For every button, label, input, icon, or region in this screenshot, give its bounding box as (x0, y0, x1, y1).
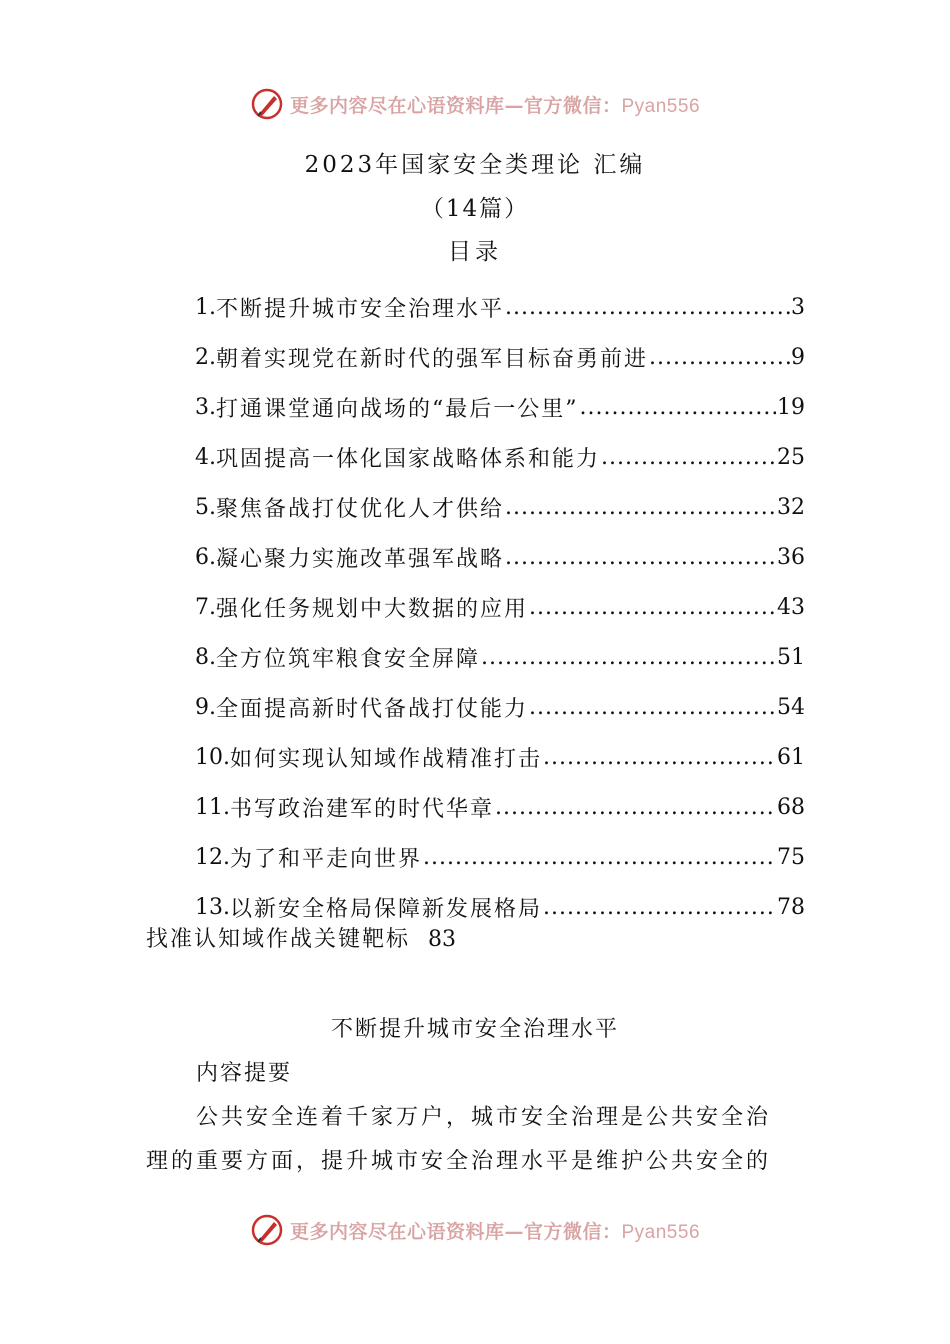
toc-entry (195, 382, 805, 432)
toc-entry-title: 全面提高新时代备战打仗能力 (216, 696, 529, 722)
toc-leader-dots (580, 395, 777, 420)
toc-entry (195, 432, 805, 482)
toc-entry-page: 51 (777, 644, 805, 670)
toc-entry-number: 8. (195, 644, 216, 670)
toc-entry-page: 19 (777, 394, 805, 420)
toc-entry-number: 2. (195, 344, 216, 370)
toc-entry-number: 13. (195, 894, 230, 920)
toc-entry (195, 632, 805, 682)
toc-entry-page: 25 (777, 444, 805, 470)
toc-entry-number: 6. (195, 544, 216, 570)
toc-entry (195, 732, 805, 782)
toc-entry-title: 聚焦备战打仗优化人才供给 (216, 496, 505, 522)
watermark-text: 更多内容尽在心语资料库—官方微信：Pyan556 (289, 94, 701, 117)
toc-leader-dots (481, 645, 776, 670)
toc-leader-dots (543, 745, 776, 770)
toc-entry (195, 682, 805, 732)
toc-leader-dots (505, 495, 776, 520)
toc-entry-number: 11. (195, 794, 230, 820)
toc-entry-page: 61 (777, 744, 805, 770)
toc-entry (195, 782, 805, 832)
toc-entry-page: 75 (777, 844, 805, 870)
toc-entry-title: 以新安全格局保障新发展格局 (230, 896, 543, 922)
toc-entry-number: 5. (195, 494, 216, 520)
toc-leader-dots (529, 595, 776, 620)
toc-entry-page: 3 (791, 294, 805, 320)
quill-logo-icon (250, 1213, 284, 1247)
toc-label: 目录 (448, 239, 502, 265)
toc-entry-title: 强化任务规划中大数据的应用 (216, 596, 529, 622)
toc-extra-entry (146, 922, 456, 953)
toc-entry (195, 832, 805, 882)
paragraph-line: 公共安全连着千家万户，城市安全治理是公共安全治 (196, 1105, 772, 1130)
toc-entry-number: 10. (195, 744, 230, 770)
toc-entry-title: 不断提升城市安全治理水平 (216, 296, 505, 322)
toc-entry-number: 3. (195, 394, 216, 420)
toc-leader-dots (529, 695, 776, 720)
toc-entry (195, 482, 805, 532)
toc-leader-dots (505, 295, 790, 320)
watermark-top (0, 84, 950, 124)
toc-entry (195, 582, 805, 632)
quill-logo-icon (250, 87, 284, 121)
toc-entry-title: 书写政治建军的时代华章 (230, 796, 495, 822)
toc-entry-page: 36 (777, 544, 805, 570)
table-of-contents (195, 282, 805, 932)
toc-entry-title: 巩固提高一体化国家战略体系和能力 (216, 446, 601, 472)
toc-leader-dots (495, 795, 776, 820)
toc-leader-dots (543, 895, 776, 920)
toc-entry-number: 1. (195, 294, 216, 320)
toc-entry (195, 532, 805, 582)
toc-leader-dots (505, 545, 776, 570)
toc-entry-title: 全方位筑牢粮食安全屏障 (216, 646, 481, 672)
document-title: 2023年国家安全类理论 汇编 (304, 152, 646, 178)
toc-entry-page: 43 (777, 594, 805, 620)
toc-leader-dots (601, 445, 776, 470)
section-heading: 不断提升城市安全治理水平 (330, 1017, 619, 1042)
toc-entry-title: 打通课堂通向战场的“最后一公里” (216, 396, 579, 422)
toc-entry-page: 54 (777, 694, 805, 720)
toc-entry (195, 332, 805, 382)
toc-entry-number: 12. (195, 844, 230, 870)
watermark-bottom (0, 1210, 950, 1250)
toc-entry (195, 282, 805, 332)
toc-entry-title: 朝着实现党在新时代的强军目标奋勇前进 (216, 346, 649, 372)
toc-entry-title: 凝心聚力实施改革强军战略 (216, 546, 505, 572)
article-count: （14篇） (420, 196, 530, 222)
toc-entry-title: 为了和平走向世界 (230, 846, 423, 872)
paragraph-line: 理的重要方面，提升城市安全治理水平是维护公共安全的 (146, 1149, 772, 1174)
toc-leader-dots (423, 845, 776, 870)
toc-entry-page: 78 (777, 894, 805, 920)
section-subheading: 内容提要 (196, 1061, 293, 1086)
watermark-text: 更多内容尽在心语资料库—官方微信：Pyan556 (289, 1220, 701, 1243)
toc-extra-title: 找准认知域作战关键靶标 (146, 927, 411, 952)
toc-entry-page: 32 (777, 494, 805, 520)
section-paragraph (146, 1096, 806, 1184)
toc-entry-number: 7. (195, 594, 216, 620)
toc-leader-dots (649, 345, 790, 370)
toc-extra-page: 83 (428, 927, 457, 952)
toc-entry-title: 如何实现认知域作战精准打击 (230, 746, 543, 772)
toc-entry-number: 9. (195, 694, 216, 720)
toc-entry-number: 4. (195, 444, 216, 470)
toc-entry-page: 9 (791, 344, 805, 370)
toc-entry-page: 68 (777, 794, 805, 820)
